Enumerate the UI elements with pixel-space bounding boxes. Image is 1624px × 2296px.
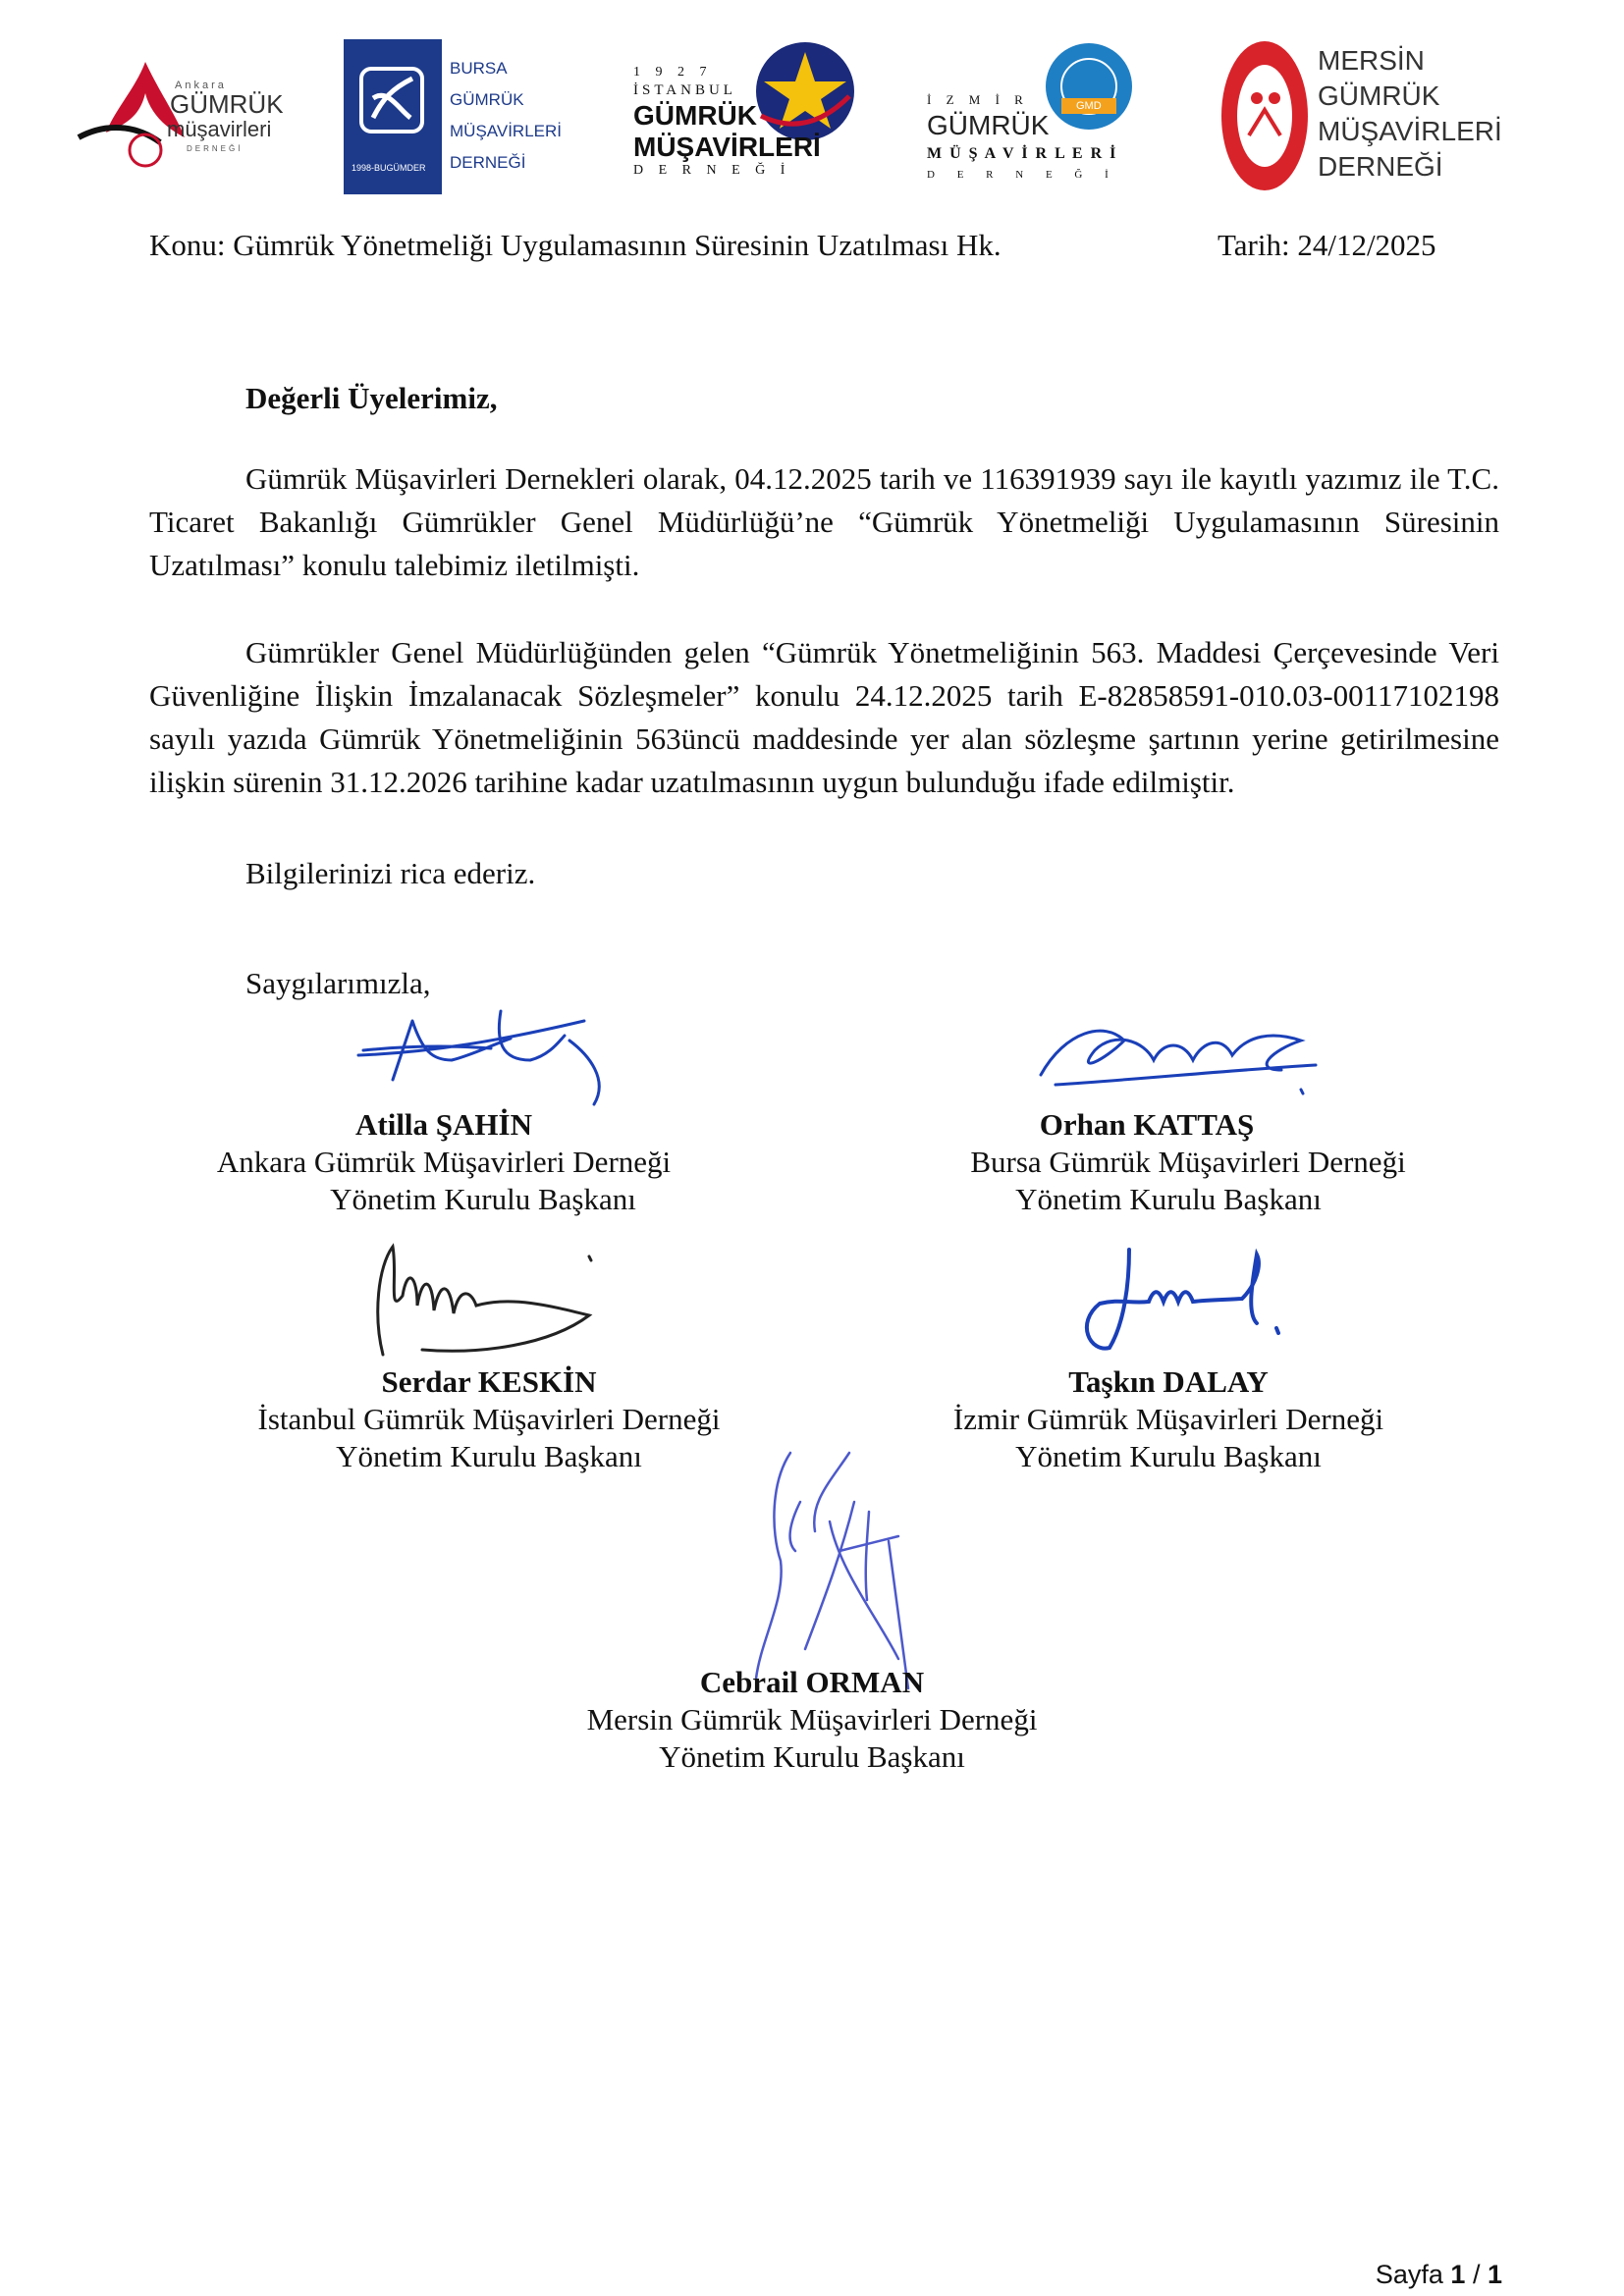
ankara-logo-text-1: Ankara [175, 80, 227, 91]
istanbul-star-globe-icon [751, 37, 859, 145]
document-date: Tarih: 24/12/2025 [1218, 228, 1436, 262]
signatory-title-4: Yönetim Kurulu Başkanı [1015, 1439, 1322, 1473]
mersin-seal-icon [1219, 37, 1310, 194]
mersin-logo-text-1: MERSİN [1318, 45, 1425, 76]
izmir-logo-text-2: M Ü Ş A V İ R L E R İ [927, 145, 1118, 162]
body-paragraph-2: Gümrükler Genel Müdürlüğünden gelen “Gümrük Yönetmeliğinin 563. Maddesi Çerçevesinde Veri Güvenliğine İlişkin İmzalanacak Sözleşmeler” konulu 24.12.2025 tarih E-82858591-010.03-00117102198 sayılı yazıda Gümrük Yönetmeliğinin 563üncü maddesinde yer alan sözleşme şartının yerine getirilmesine ilişkin sürenin 31.12.2026 tarihine kadar uzatılmasının uygun bulunduğu ifade edilmiştir. [149, 635, 1499, 799]
bursa-logo-caption: 1998-BUGÜMDER [352, 163, 426, 173]
bursa-logo-text-1: BURSA [450, 59, 508, 78]
izmir-globe-icon [1040, 37, 1138, 135]
signatory-title-2: Yönetim Kurulu Başkanı [1015, 1182, 1322, 1216]
istanbul-logo-year: 1 9 2 7 [633, 65, 713, 80]
mersin-association-logo [1219, 37, 1502, 194]
bursa-association-logo [344, 39, 562, 194]
signatory-title-3: Yönetim Kurulu Başkanı [336, 1439, 642, 1473]
izmir-logo-badge: GMD [1076, 100, 1102, 112]
bursa-emblem-icon [344, 39, 442, 167]
izmir-association-logo [927, 37, 1143, 194]
closing-request: Bilgilerinizi rica ederiz. [245, 856, 536, 890]
bursa-logo-text-3: MÜŞAVİRLERİ [450, 122, 562, 140]
salutation: Saygılarımızla, [245, 966, 431, 1000]
istanbul-logo-text-1: GÜMRÜK [633, 100, 757, 131]
signatory-org-1: Ankara Gümrük Müşavirleri Derneği [216, 1145, 672, 1179]
page-separator: / [1472, 2260, 1481, 2289]
signatory-name-1: Atilla ŞAHİN [355, 1107, 532, 1142]
ankara-logo-text-4: DERNEĞİ [187, 144, 244, 153]
mersin-logo-text-4: DERNEĞİ [1318, 151, 1443, 182]
page-label: Sayfa [1375, 2260, 1443, 2289]
istanbul-logo-text-3: D E R N E Ğ İ [633, 163, 791, 178]
ankara-logo-text-2: GÜMRÜK [170, 89, 284, 119]
page-number [1376, 2260, 1502, 2290]
istanbul-logo-text-2: MÜŞAVİRLERİ [633, 132, 821, 162]
signatory-name-5: Cebrail ORMAN [699, 1665, 925, 1699]
izmir-logo-text-1: GÜMRÜK [927, 110, 1050, 140]
signatory-title-1: Yönetim Kurulu Başkanı [330, 1182, 636, 1216]
subject-line: Konu: Gümrük Yönetmeliği Uygulamasının Süresinin Uzatılması Hk. [149, 228, 1001, 262]
izmir-logo-text-3: D E R N E Ğ İ [927, 169, 1118, 181]
greeting: Değerli Üyelerimiz, [245, 381, 498, 415]
bursa-logo-text-4: DERNEĞİ [450, 153, 526, 172]
signatory-name-4: Taşkın DALAY [1068, 1364, 1269, 1399]
signatory-org-2: Bursa Gümrük Müşavirleri Derneği [970, 1145, 1406, 1179]
ankara-association-logo [77, 54, 283, 172]
signatory-title-5: Yönetim Kurulu Başkanı [659, 1739, 965, 1774]
istanbul-logo-city: İSTANBUL [633, 82, 736, 98]
ankara-logo-text-3: müşavirleri [167, 117, 272, 141]
signatory-org-3: İstanbul Gümrük Müşavirleri Derneği [257, 1402, 721, 1436]
signatory-name-3: Serdar KESKİN [381, 1364, 597, 1399]
istanbul-association-logo [633, 37, 859, 185]
total-pages: 1 [1487, 2260, 1502, 2289]
bursa-logo-text-2: GÜMRÜK [450, 90, 524, 109]
body-paragraph-1: Gümrük Müşavirleri Dernekleri olarak, 04.12.2025 tarih ve 116391939 sayı ile kayıtlı yazımız ile T.C. Ticaret Bakanlığı Gümrükler Genel Müdürlüğü’ne “Gümrük Yönetmeliği Uygulamasının Süresinin Uzatılması” konulu talebimiz iletilmişti. [149, 461, 1499, 582]
mersin-logo-text-3: MÜŞAVİRLERİ [1318, 116, 1502, 146]
bursa-logo-panel [344, 39, 442, 194]
current-page: 1 [1450, 2260, 1466, 2289]
signatory-name-2: Orhan KATTAŞ [1039, 1107, 1255, 1142]
mersin-logo-text-2: GÜMRÜK [1318, 80, 1440, 111]
signatory-org-4: İzmir Gümrük Müşavirleri Derneği [952, 1402, 1384, 1436]
izmir-logo-city: İ Z M İ R [927, 92, 1029, 107]
signatory-org-5: Mersin Gümrük Müşavirleri Derneği [586, 1702, 1038, 1736]
